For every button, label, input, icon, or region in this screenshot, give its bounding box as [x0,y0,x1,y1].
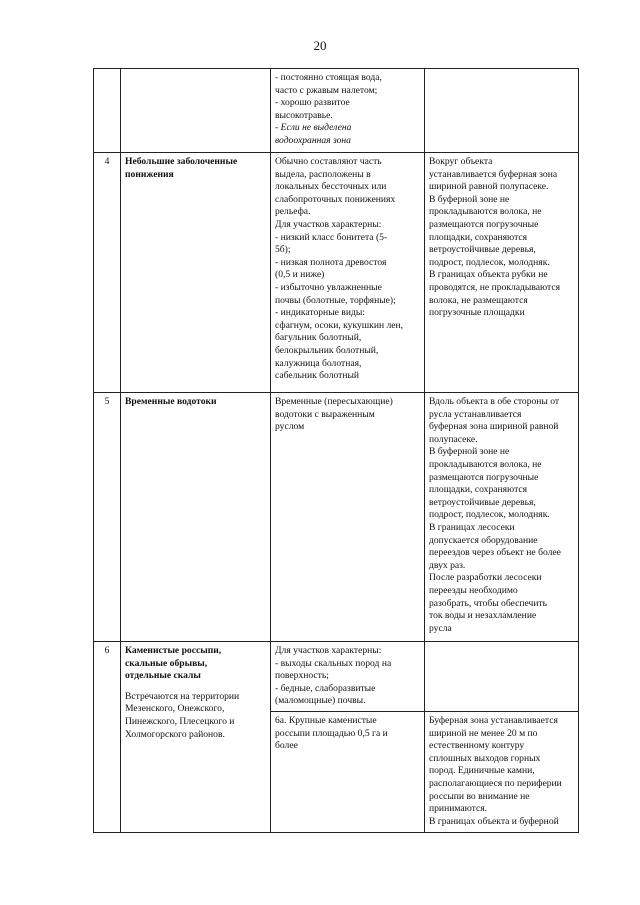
text-line: сплошных выходов горных [429,752,541,764]
text-line: После разработки лесосеки [429,572,542,584]
text-line: допускается оборудование [429,534,538,546]
text-line: В границах объекта рубки не [429,269,548,281]
text-line: сабельник болотный [275,370,360,382]
text-line: ветроустойчивые деревья, [429,496,536,508]
text-line: погрузочные площадки [429,307,525,319]
text-line: (0,5 и ниже) [275,269,325,281]
text-line: отдельные скалы [125,670,201,682]
characteristics-cell [271,642,425,712]
text-line: принимаются. [429,803,488,815]
text-line: площадки, сохраняются [429,484,528,496]
text-line: слабопроточных понижениях [275,193,396,205]
text-line: В буферной зоне не [429,446,510,458]
text-line: Встречаются на территории [125,690,240,702]
text-line: более [275,740,298,752]
object-name-cell [121,642,271,833]
text-line: калужница болотная, [275,357,362,369]
text-line: россыпи во внимание не [429,790,530,802]
text-line: разобрать, чтобы обеспечить [429,597,548,609]
text-line: выдела, расположены в [275,168,371,180]
text-line: высокотравье. [275,109,333,121]
text-line: Обычно составляют часть [275,156,382,167]
text-line: переездов через объект не более [429,547,561,559]
text-line: переезды необходимо [429,584,518,596]
object-name-cell [121,69,271,153]
text-line: поверхность; [275,670,329,682]
table-row [94,393,579,642]
text-line: прокладываются волока, не [429,458,542,470]
measures-cell [425,642,579,712]
text-line: полупасеке. [429,433,478,445]
text-line: размещаются погрузочные [429,471,539,483]
characteristics-cell [271,153,425,393]
table-row [94,642,579,712]
text-line: подрост, подлесок, молодняк. [429,509,550,521]
text-line: - низкая полнота древостоя [275,256,387,268]
text-line: В буферной зоне не [429,193,510,205]
measures-table [93,68,579,833]
text-line: подрост, подлесок, молодняк. [429,256,550,268]
text-line: Временные (пересыхающие) [275,396,393,407]
text-line: (маломощные) почвы. [275,695,366,707]
text-line: устанавливается буферная зона [429,168,558,180]
text-line: водотоки с выраженным [275,408,375,420]
text-line: - Если не выделена [275,122,352,134]
characteristics-cell [271,69,425,153]
text-line: двух раз. [429,559,466,571]
text-line: прокладываются волока, не [429,206,542,218]
text-line: 6а. Крупные каменистые [275,714,377,726]
object-name-cell: Небольшие заболоченные понижения [121,153,271,393]
measures-cell [425,711,579,832]
text-line: часто с ржавым налетом; [275,84,378,96]
text-line: пород. Единичные камни, [429,765,535,777]
text-line: сфагнум, осоки, кукушкин лен, [275,319,404,331]
measures-cell [425,69,579,153]
text-line: Вдоль объекта в обе стороны от [429,396,560,407]
text-line: 5б); [275,244,291,256]
text-line: рельефа. [275,206,311,218]
characteristics-cell [271,711,425,832]
text-line: шириной равной полупасеке. [429,181,549,193]
text-line: скальные обрывы, [125,657,208,669]
text-line: естественному контуру [429,740,525,752]
text-line: багульник болотный, [275,332,362,344]
row-number-cell: 4 [94,153,121,393]
text-line: буферная зона шириной равной [429,421,559,433]
text-line: русла устанавливается [429,408,522,420]
text-line: Для участков характерны: [275,645,382,656]
text-line: - низкий класс бонитета (5- [275,231,388,243]
text-line: почвы (болотные, торфяные); [275,294,396,306]
region-note [125,691,266,741]
row-number-cell: 6 [94,642,121,833]
row-number-cell [94,69,121,153]
text-line: Мезенского, Онежского, [125,703,225,715]
row-number-cell: 5 [94,393,121,642]
text-line: размещаются погрузочные [429,218,539,230]
text-line: - хорошо развитое [275,97,350,109]
text-line: проводятся, не прокладываются [429,281,561,293]
measures-cell [425,153,579,393]
text-line: - выходы скальных пород на [275,657,392,669]
text-line: россыпи площадью 0,5 га и [275,727,388,739]
object-name-cell: Временные водотоки [121,393,271,642]
text-line: волока, не размещаются [429,294,528,306]
text-line: водоохранная зона [275,134,351,146]
text-line: - постоянно стоящая вода, [275,72,382,83]
text-line: ветроустойчивые деревья, [429,244,536,256]
text-line: шириной не менее 20 м по [429,727,538,739]
text-line: ток воды и незахламление [429,610,537,622]
text-line: В границах лесосеки [429,521,515,533]
text-line: Буферная зона устанавливается [429,714,558,726]
text-line: Холмогорского районов. [125,728,225,740]
text-line: площадки, сохраняются [429,231,528,243]
text-line: Для участков характерны: [275,218,382,230]
table-row [94,69,579,153]
table-row [94,153,579,393]
page-number: 20 [313,38,327,53]
text-line: - избыточно увлажненные [275,281,382,293]
text-line: - бедные, слаборазвитые [275,682,376,694]
text-line: локальных бессточных или [275,181,387,193]
text-line: руслом [275,421,305,433]
text-line: русла [429,622,452,634]
text-line: Пинежского, Плесецкого и [125,715,235,727]
measures-cell [425,393,579,642]
text-line: располагающиеся по периферии [429,777,562,789]
text-line: Вокруг объекта [429,156,493,167]
text-line: белокрыльник болотный, [275,344,379,356]
text-line: В границах объекта и буферной [429,815,559,827]
text-line: Каменистые россыпи, [125,645,222,656]
characteristics-cell [271,393,425,642]
text-line: - индикаторные виды: [275,307,365,319]
